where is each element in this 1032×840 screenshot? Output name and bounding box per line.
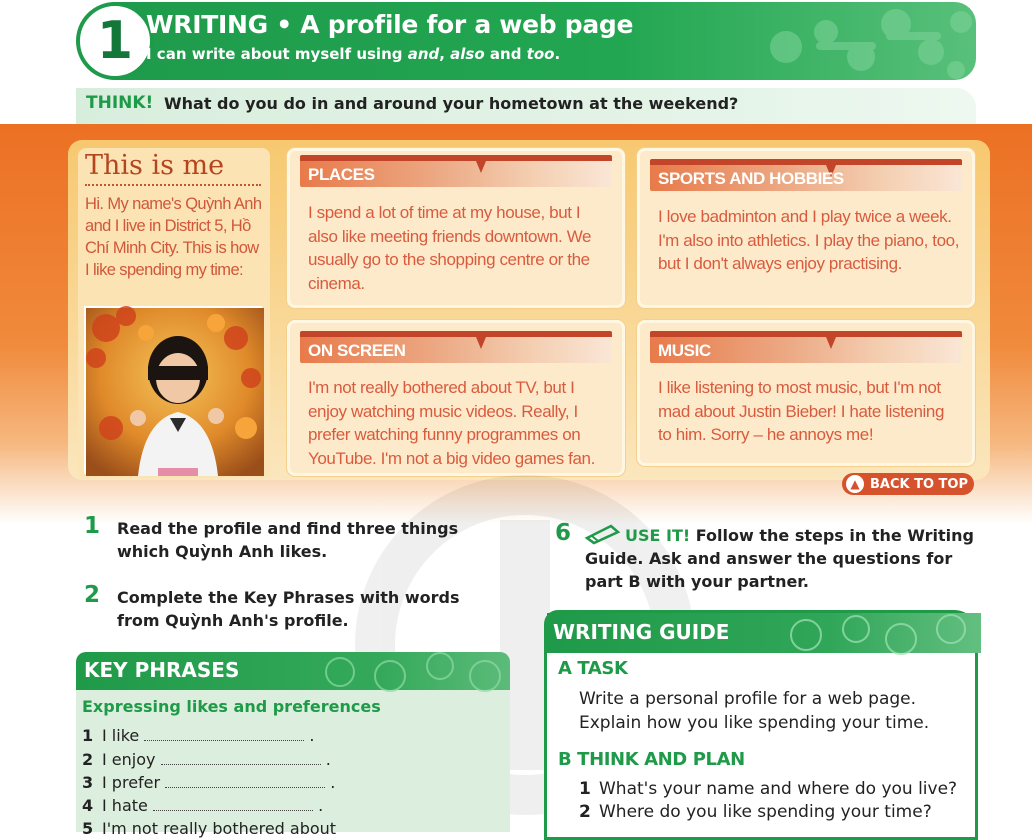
task-line: Write a personal profile for a web page. xyxy=(579,689,917,709)
card-places xyxy=(287,148,625,308)
key-phrases-subtitle: Expressing likes and preferences xyxy=(82,697,381,716)
plan-question: 1 What's your name and where do you live? xyxy=(579,779,958,799)
exercise-6-number: 6 xyxy=(555,520,572,546)
back-to-top-label: BACK TO TOP xyxy=(870,476,969,492)
card-header xyxy=(650,159,962,191)
back-to-top-button[interactable] xyxy=(842,473,974,495)
card-text: I spend a lot of time at my house, but I also like meeting friends downtown. We usually go to the shopping centre or the cinema. xyxy=(308,203,592,293)
lesson-title: WRITING • A profile for a web page xyxy=(146,10,634,39)
card-title: MUSIC xyxy=(658,341,711,360)
unit-number-badge: 1 xyxy=(76,2,154,80)
card-header xyxy=(300,331,612,363)
exercise-2-text: Complete the Key Phrases with words from Quỳnh Anh's profile. xyxy=(117,588,460,630)
profile-photo xyxy=(84,306,262,474)
title-divider xyxy=(85,184,261,186)
card-title: PLACES xyxy=(308,165,375,184)
card-header xyxy=(650,331,962,363)
exercise-6-text xyxy=(585,524,977,593)
girl-photo-icon xyxy=(86,308,264,476)
writing-guide-title: WRITING GUIDE xyxy=(553,620,730,644)
think-question: What do you do in and around your hometown at the weekend? xyxy=(164,94,739,113)
profile-intro: Hi. My name's Quỳnh Anh and I live in District 5, Hồ Chí Minh City. This is how I like spending my time: xyxy=(85,195,262,279)
card-on-screen xyxy=(287,320,625,476)
exercise-6-instruction: Follow the steps in the Writing Guide. Ask and answer the questions for part B with your partner. xyxy=(585,526,975,591)
arrow-up-icon: ▲ xyxy=(846,475,864,493)
blank-line xyxy=(144,729,304,741)
key-phrase-item: 5 I'm not really bothered about xyxy=(82,819,337,838)
writing-guide-header xyxy=(547,613,981,653)
key-phrases-title: KEY PHRASES xyxy=(84,658,240,682)
card-music xyxy=(637,320,975,466)
exercise-2-number: 2 xyxy=(84,582,101,608)
exercise-1-number: 1 xyxy=(84,513,101,539)
card-notch xyxy=(476,337,486,349)
key-phrase-item: 4 I hate . xyxy=(82,796,324,815)
think-and-plan-heading: B THINK AND PLAN xyxy=(558,749,745,770)
think-label: THINK! xyxy=(86,93,154,113)
card-notch xyxy=(826,337,836,349)
bubble-decoration xyxy=(310,652,510,690)
card-text: I love badminton and I play twice a week. I'm also into athletics. I play the piano, too, but I don't always enjoy practising. xyxy=(658,207,960,273)
blank-line xyxy=(153,799,313,811)
key-phrases-header xyxy=(76,652,510,690)
card-sports-hobbies xyxy=(637,148,975,308)
bubble-decoration xyxy=(756,2,976,80)
card-notch xyxy=(476,161,486,173)
blank-line xyxy=(165,776,325,788)
key-phrase-item: 3 I prefer . xyxy=(82,773,336,792)
exercise-1-text: Read the profile and find three things which Quỳnh Anh likes. xyxy=(117,519,459,561)
card-text: I like listening to most music, but I'm not mad about Justin Bieber! I hate listening to him. Sorry – he annoys me! xyxy=(658,378,945,444)
task-line: Explain how you like spending your time. xyxy=(579,713,930,733)
use-it-label: USE IT! xyxy=(625,526,691,545)
lesson-objective: I can write about myself using and, also and too. xyxy=(146,45,561,63)
card-title: SPORTS AND HOBBIES xyxy=(658,169,844,188)
blank-line xyxy=(161,753,321,765)
pencil-icon xyxy=(585,524,621,544)
card-text: I'm not really bothered about TV, but I enjoy watching music videos. Really, I prefer watching funny programmes on YouTube. I'm not a big video games fan. xyxy=(308,378,595,468)
card-header xyxy=(300,155,612,187)
key-phrase-item: 2 I enjoy . xyxy=(82,750,331,769)
key-phrase-item: 1 I like . xyxy=(82,726,315,745)
card-title: ON SCREEN xyxy=(308,341,406,360)
task-heading: A TASK xyxy=(558,658,628,679)
profile-title: This is me xyxy=(85,150,225,181)
plan-question: 2 Where do you like spending your time? xyxy=(579,802,932,822)
bubble-decoration xyxy=(781,613,981,653)
